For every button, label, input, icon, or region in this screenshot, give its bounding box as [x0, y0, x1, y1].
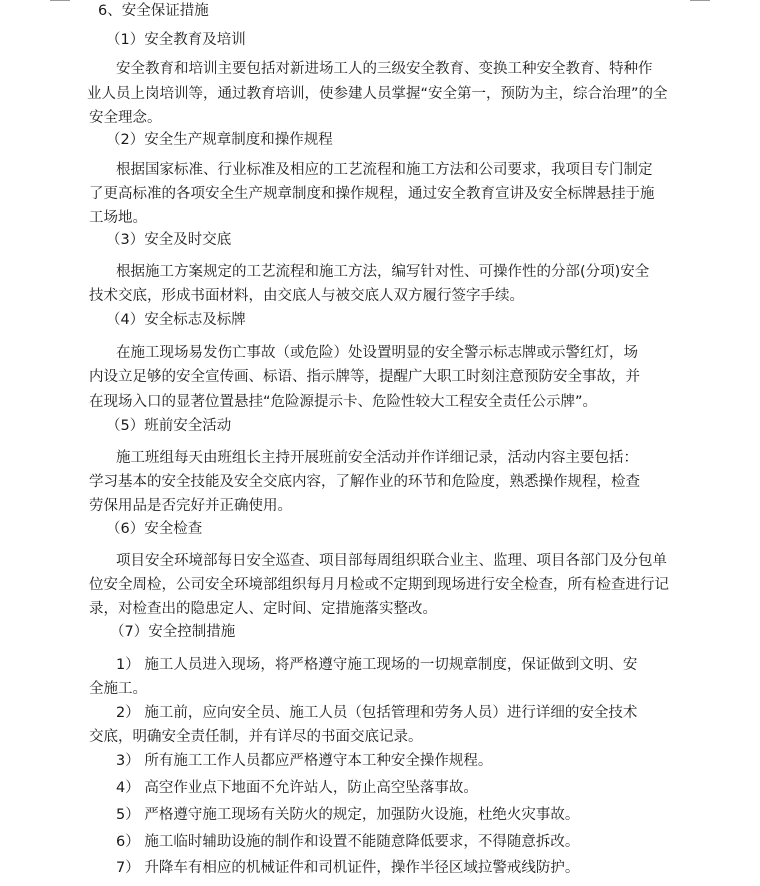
paragraph-line: 位安全周检，公司安全环境部组织每月月检或不定期到现场进行安全检查，所有检查进行记	[89, 577, 669, 593]
paragraph-line: 根据施工方案规定的工艺流程和施工方法，编写针对性、可操作性的分部(分项)安全	[116, 264, 650, 280]
subsection-heading: （5）班前安全活动	[106, 418, 232, 434]
subsection-heading: （7）安全控制措施	[110, 624, 236, 640]
paragraph-line: 了更高标准的各项安全生产规章制度和操作规程，通过安全教育宣讲及安全标牌悬挂于施	[89, 186, 655, 202]
paragraph-line: 工场地。	[89, 210, 147, 226]
list-item-line: 3） 所有施工工作人员都应严格遵守本工种安全操作规程。	[116, 753, 493, 769]
page-corner-mark-right	[690, 0, 710, 1]
list-item-line: 全施工。	[89, 681, 147, 697]
paragraph-line: 录，对检查出的隐患定人、定时间、定措施落实整改。	[89, 601, 437, 617]
page-corner-mark-left	[50, 0, 70, 1]
subsection-heading: （1）安全教育及培训	[106, 32, 246, 48]
paragraph-line: 学习基本的安全技能及安全交底内容，了解作业的环节和危险度，熟悉操作规程，检查	[89, 474, 640, 490]
subsection-heading: （4）安全标志及标牌	[106, 312, 246, 328]
paragraph-line: 内设立足够的安全宣传画、标语、指示牌等，提醒广大职工时刻注意预防安全事故，并	[89, 369, 640, 385]
list-item-line: 6） 施工临时辅助设施的制作和设置不能随意降低要求，不得随意拆改。	[116, 834, 580, 850]
paragraph-line: 技术交底，形成书面材料，由交底人与被交底人双方履行签字手续。	[89, 288, 524, 304]
list-item-line: 交底，明确安全责任制，并有详尽的书面交底记录。	[89, 729, 423, 745]
list-item-line: 5） 严格遵守施工现场有关防火的规定，加强防火设施，杜绝火灾事故。	[116, 807, 580, 823]
list-item-line: 7） 升降车有相应的机械证件和司机证件，操作半径区域拉警戒线防护。	[116, 860, 580, 876]
paragraph-line: 施工班组每天由班组长主持开展班前安全活动并作详细记录，活动内容主要包括：	[116, 450, 638, 466]
paragraph-line: 项目安全环境部每日安全巡查、项目部每周组织联合业主、监理、项目各部门及分包单	[116, 553, 667, 569]
paragraph-line: 在现场入口的显著位置悬挂“危险源提示卡、危险性较大工程安全责任公示牌”。	[89, 394, 598, 410]
list-item-line: 4） 高空作业点下地面不允许站人，防止高空坠落事故。	[116, 780, 478, 796]
section-title: 6、安全保证措施	[98, 3, 209, 19]
paragraph-line: 业人员上岗培训等，通过教育培训，使参建人员掌握“安全第一，预防为主，综合治理”的全	[87, 86, 668, 102]
paragraph-line: 在施工现场易发伤亡事故（或危险）处设置明显的安全警示标志牌或示警红灯，场	[116, 345, 638, 361]
paragraph-line: 安全教育和培训主要包括对新进场工人的三级安全教育、变换工种安全教育、特种作	[116, 61, 653, 77]
subsection-heading: （3）安全及时交底	[106, 232, 232, 248]
list-item-line: 2） 施工前，应向安全员、施工人员（包括管理和劳务人员）进行详细的安全技术	[116, 705, 638, 721]
paragraph-line: 安全理念。	[89, 110, 162, 126]
subsection-heading: （2）安全生产规章制度和操作规程	[106, 132, 333, 148]
paragraph-line: 根据国家标准、行业标准及相应的工艺流程和施工方法和公司要求，我项目专门制定	[116, 162, 653, 178]
subsection-heading: （6）安全检查	[106, 521, 203, 537]
list-item-line: 1） 施工人员进入现场，将严格遵守施工现场的一切规章制度，保证做到文明、安	[116, 657, 638, 673]
paragraph-line: 劳保用品是否完好并正确使用。	[89, 498, 292, 514]
